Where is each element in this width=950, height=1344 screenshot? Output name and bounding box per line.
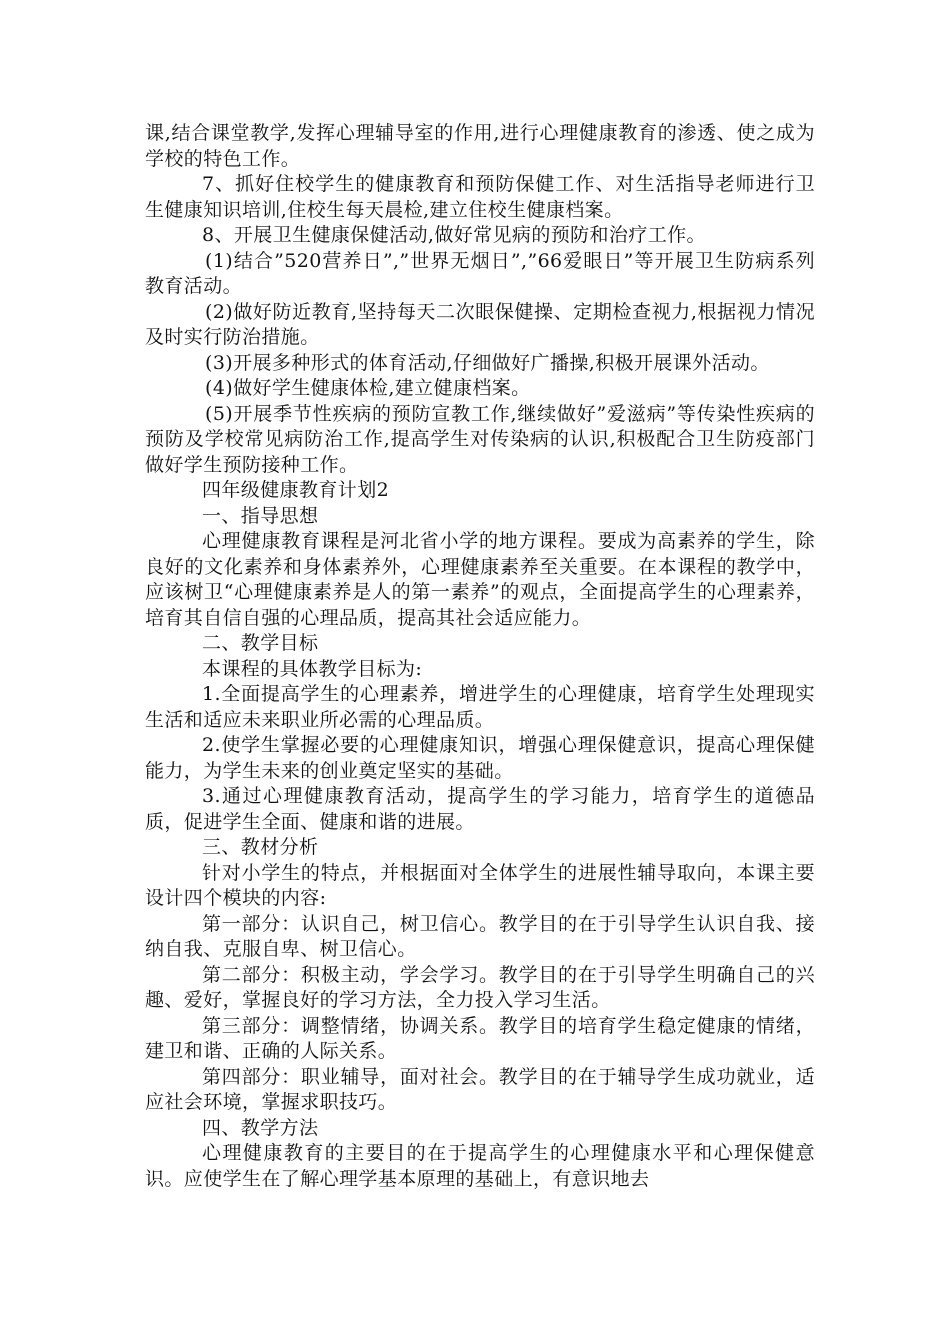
list-item: 第一部分：认识自己，树卫信心。教学目的在于引导学生认识自我、接纳自我、克服自卑、树卫信心。 xyxy=(145,912,815,960)
list-item: 3.通过心理健康教育活动，提高学生的学习能力，培育学生的道德品质，促进学生全面、健康和谐的进展。 xyxy=(145,785,815,833)
list-item: 第二部分：积极主动，学会学习。教学目的在于引导学生明确自己的兴趣、爱好，掌握良好的学习方法，全力投入学习生活。 xyxy=(145,963,815,1011)
paragraph: 心理健康教育课程是河北省小学的地方课程。要成为高素养的学生，除良好的文化素养和身体素养外，心理健康素养至关重要。在本课程的教学中，应该树卫“心理健康素养是人的第一素养”的观点，全面提高学生的心理素养，培育其自信自强的心理品质，提高其社会适应能力。 xyxy=(145,530,815,629)
section-title: 四年级健康教育计划2 xyxy=(202,479,390,501)
list-item: 第三部分：调整情绪，协调关系。教学目的培育学生稳定健康的情绪，建卫和谐、正确的人际关系。 xyxy=(145,1014,815,1062)
document-page xyxy=(145,121,815,1192)
section-heading: 一、指导思想 xyxy=(202,504,319,527)
list-item: 1.全面提高学生的心理素养，增进学生的心理健康，培育学生处理现实生活和适应未来职业所必需的心理品质。 xyxy=(145,683,815,731)
list-item: (3)开展多种形式的体育活动,仔细做好广播操,积极开展课外活动。 xyxy=(205,351,770,374)
paragraph: 8、开展卫生健康保健活动,做好常见病的预防和治疗工作。 xyxy=(202,224,706,246)
list-item: (2)做好防近教育,坚持每天二次眼保健操、定期检查视力,根据视力情况及时实行防治措施。 xyxy=(145,300,815,348)
list-item: 第四部分：职业辅导，面对社会。教学目的在于辅导学生成功就业，适应社会环境，掌握求职技巧。 xyxy=(145,1065,815,1113)
list-item: 2.使学生掌握必要的心理健康知识，增强心理保健意识，提高心理保健能力，为学生未来的创业奠定坚实的基础。 xyxy=(145,734,815,782)
list-item: (5)开展季节性疾病的预防宣教工作,继续做好”爱滋病”等传染性疾病的预防及学校常见病防治工作,提高学生对传染病的认识,积极配合卫生防疫部门做好学生预防接种工作。 xyxy=(145,402,815,476)
section-heading: 三、教材分析 xyxy=(202,836,319,858)
section-heading: 二、教学目标 xyxy=(202,632,319,654)
paragraph: 7、抓好住校学生的健康教育和预防保健工作、对生活指导老师进行卫生健康知识培训,住校生每天晨检,建立住校生健康档案。 xyxy=(145,173,815,221)
paragraph: 心理健康教育的主要目的在于提高学生的心理健康水平和心理保健意识。应使学生在了解心理学基本原理的基础上，有意识地去 xyxy=(145,1142,815,1190)
list-item: (1)结合”520营养日”,”世界无烟日”,”66爱眼日”等开展卫生防病系列教育活动。 xyxy=(145,249,815,297)
section-heading: 四、教学方法 xyxy=(202,1116,319,1139)
paragraph: 本课程的具体教学目标为: xyxy=(202,657,423,680)
paragraph: 针对小学生的特点，并根据面对全体学生的进展性辅导取向，本课主要设计四个模块的内容: xyxy=(145,861,815,909)
list-item: (4)做好学生健康体检,建立健康档案。 xyxy=(205,377,531,399)
paragraph: 课,结合课堂教学,发挥心理辅导室的作用,进行心理健康教育的渗透、使之成为学校的特色工作。 xyxy=(145,122,815,170)
